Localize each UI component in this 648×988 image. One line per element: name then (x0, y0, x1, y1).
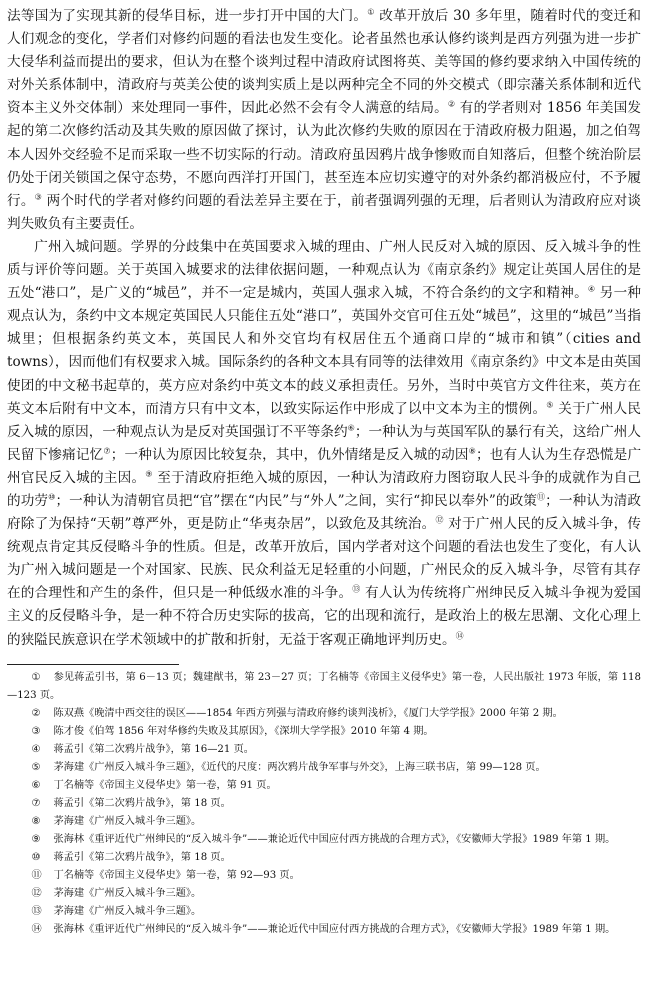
paragraph-2 (7, 236, 641, 652)
footnote-ref[interactable]: ③ (34, 192, 43, 202)
text-segment: 有的学者则对 1856 年美国发起的第二次修约活动及其失败的原因做了探讨，认为此次修约失败的原因在于清政府极力阻遏，加之伯驾本人因外交经验不足而采取一些不切实际的行动。清政府虽因鸦片战争惨败而自知落后，但整个统治阶层仍处于闭关锁国之保守态势，不愿向西洋打开国门，甚至连本应切实遵守的对外条约都消极应付，不予履行。 (7, 100, 641, 209)
text-segment: 另一种观点认为，条约中文本规定英国民人只能住五处“港口”，英国外交官可住五处“城邑”，这里的“城邑”当指城里；但根据条约英文本，英国民人和外交官均有权居住五个通商口岸的“城市和镇”（cities and towns），因而他们有权要求入城。国际条约的各种文本具有同等的法律效用《南京条约》中文本是由英国使团的中文秘书起草的，英方应对条约中英文本的歧义承担责任。另外，当时中英官方文件往来，英方在英文本后附有中文本，而清方只有中文本，以致实际运作中形成了以中文本为主的惯例。 (7, 285, 642, 417)
footnote-number: ② (31, 707, 41, 719)
footnote-ref[interactable]: ④ (587, 284, 596, 294)
footnote-item (7, 921, 641, 939)
footnote-text: 张海林《重评近代广州绅民的“反入城斗争”——兼论近代中国应付西方挑战的合理方式》，《安徽师大学报》1989 年第 1 期。 (53, 833, 616, 845)
footnote-item (7, 741, 641, 759)
footnote-item (7, 669, 641, 705)
footnote-text: 蒋孟引《第二次鸦片战争》，第 16—21 页。 (53, 743, 254, 755)
footnote-number: ⑦ (31, 797, 41, 809)
footnote-ref[interactable]: ⑤ (546, 400, 554, 410)
footnote-text: 茅海建《广州反入城斗争三题》。 (53, 815, 202, 827)
footnote-ref[interactable]: ⑧ (468, 446, 477, 456)
footnote-text: 蒋孟引《第二次鸦片战争》，第 18 页。 (53, 851, 231, 863)
footnote-number: ④ (31, 743, 41, 755)
text-segment: ；一种认为清政府除了为保持“天朝”尊严外，更是防止“华夷杂居”，以致危及其统治。 (7, 492, 642, 533)
footnote-text: 陈双燕《晚清中西交往的误区——1854 年西方列强与清政府修约谈判浅析》，《厦门大学学报》2000 年第 2 期。 (53, 707, 563, 719)
footnote-number: ⑫ (31, 887, 42, 899)
footnote-number: ⑭ (31, 923, 42, 935)
footnote-ref[interactable]: ⑭ (455, 631, 464, 640)
footnote-number: ⑧ (31, 815, 41, 827)
footnote-text: 茅海建《广州反入城斗争三题》。 (53, 905, 202, 917)
footnote-item (7, 849, 641, 867)
footnote-ref[interactable]: ⑫ (435, 515, 444, 525)
footnote-item (7, 777, 641, 795)
footnote-number: ⑨ (31, 833, 41, 845)
footnote-item (7, 795, 641, 813)
footnote-item (7, 813, 641, 831)
text-segment: 至于清政府拒绝入城的原因，一种认为清政府力图窃取人民斗争的成就作为自己的功劳 (7, 469, 641, 509)
footnote-item (7, 759, 641, 777)
footnote-item (7, 705, 641, 723)
footnote-item (7, 831, 641, 849)
footnote-text: 茅海建《广州反入城斗争三题》。 (53, 887, 202, 899)
text-segment: 对于广州人民的反入城斗争，传统观点肯定其反侵略斗争的性质。但是，改革开放后，国内学者对这个问题的看法也发生了变化，有人认为广州入城问题是一个对国家、民族、民众利益无足轻重的小问题，广州民众的反入城斗争，尽管有其存在的合理性和产生的条件，但只是一种低级水准的斗争。 (7, 516, 642, 602)
footnote-divider (7, 664, 179, 665)
paragraph-1 (7, 5, 641, 236)
footnote-item (7, 885, 641, 903)
footnote-ref[interactable]: ① (367, 7, 375, 17)
footnote-item (7, 723, 641, 741)
text-segment: 关于广州人民反入城的原因，一种观点认为是反对英国强订不平等条约 (7, 400, 641, 440)
footnote-text: 丁名楠等《帝国主义侵华史》第一卷，第 91 页。 (53, 779, 277, 791)
footnote-ref[interactable]: ② (447, 99, 456, 109)
text-segment: ；一种认为清朝官员把“官”摆在“内民”与“外人”之间，实行“抑民以奉外”的政策 (55, 492, 538, 509)
footnote-ref[interactable]: ⑦ (103, 446, 111, 456)
main-text (7, 5, 641, 652)
footnote-ref[interactable]: ⑨ (145, 469, 153, 479)
footnote-number: ③ (31, 725, 41, 737)
footnote-number: ⑬ (31, 905, 42, 917)
text-segment: ；也有人认为生存恐慌是广州官民反入城的主因。 (7, 446, 642, 486)
text-segment: 两个时代的学者对修约问题的看法差异主要在于，前者强调列强的无理，后者则认为清政府应对谈判失败负有主要责任。 (7, 192, 641, 232)
footnote-ref[interactable]: ⑩ (48, 492, 56, 502)
footnote-number: ⑤ (31, 761, 41, 773)
footnote-text: 陈才俊《伯驾 1856 年对华修约失败及其原因》，《深圳大学学报》2010 年第 4 期。 (53, 725, 434, 737)
text-segment: ；一种认为与英国军队的暴行有关，这给广州人民留下惨痛记忆 (7, 423, 642, 463)
footnote-number: ① (31, 671, 41, 683)
footnote-text: 张海林《重评近代广州绅民的“反入城斗争”——兼论近代中国应付西方挑战的合理方式》，《安徽师大学报》1989 年第 1 期。 (53, 923, 616, 935)
text-segment: ；一种认为原因比较复杂，其中，仇外情绪是反入城的动因 (110, 446, 469, 463)
text-segment: 法等国为了实现其新的侵华目标，进一步打开中国的大门。 (7, 8, 368, 24)
footnote-ref[interactable]: ⑬ (352, 584, 361, 594)
footnote-item (7, 903, 641, 921)
footnote-text: 茅海建《广州反入城斗争三题》，《近代的尺度：两次鸦片战争军事与外交》，上海三联书店，第 99—128 页。 (53, 761, 546, 773)
text-segment: 改革开放后 30 多年里，随着时代的变迁和人们观念的变化，学者们对修约问题的看法也发生变化。论者虽然也承认修约谈判是西方列强为进一步扩大侵华利益而提出的要求，但认为在整个谈判过程中清政府试图将英、美等国的修约要求纳入中国传统的对外关系体制中，清政府与英美公使的谈判实质上是以两种完全不同的外交模式（即宗藩关系体制和近代资本主义外交体制）来处理同一事件，因此必然不会有令人满意的结局。 (7, 8, 642, 117)
footnote-text: 参见蒋孟引书，第 6－13 页；魏建猷书，第 23－27 页；丁名楠等《帝国主义侵华史》第一卷，人民出版社 1973 年版，第 118—123 页。 (7, 671, 641, 701)
footnote-ref[interactable]: ⑥ (347, 423, 355, 433)
text-segment: 有人认为传统将广州绅民反入城斗争视为爱国主义的反侵略斗争，是一种不符合历史实际的拔高，它的出现和流行，是政治上的极左思潮、文化心理上的狭隘民族意识在学术领域中的扩散和折射，无益于客观正确地评判历史。 (7, 585, 642, 648)
footnote-list (7, 669, 641, 939)
footnote-number: ⑥ (31, 779, 41, 791)
footnote-ref[interactable]: ⑪ (537, 492, 546, 502)
footnote-text: 丁名楠等《帝国主义侵华史》第一卷，第 92—93 页。 (53, 869, 300, 881)
footnote-number: ⑪ (31, 869, 42, 881)
footnote-text: 蒋孟引《第二次鸦片战争》，第 18 页。 (53, 797, 231, 809)
text-segment: 广州入城问题。学界的分歧集中在英国要求入城的理由、广州人民反对入城的原因、反入城斗争的性质与评价等问题。关于英国入城要求的法律依据问题，一种观点认为《南京条约》规定让英国人居住的是五处“港口”，是广义的“城邑”，并不一定是城内，英国人强求入城，不符合条约的文字和精神。 (7, 238, 641, 302)
footnote-number: ⑩ (31, 851, 41, 863)
footnote-item (7, 867, 641, 885)
